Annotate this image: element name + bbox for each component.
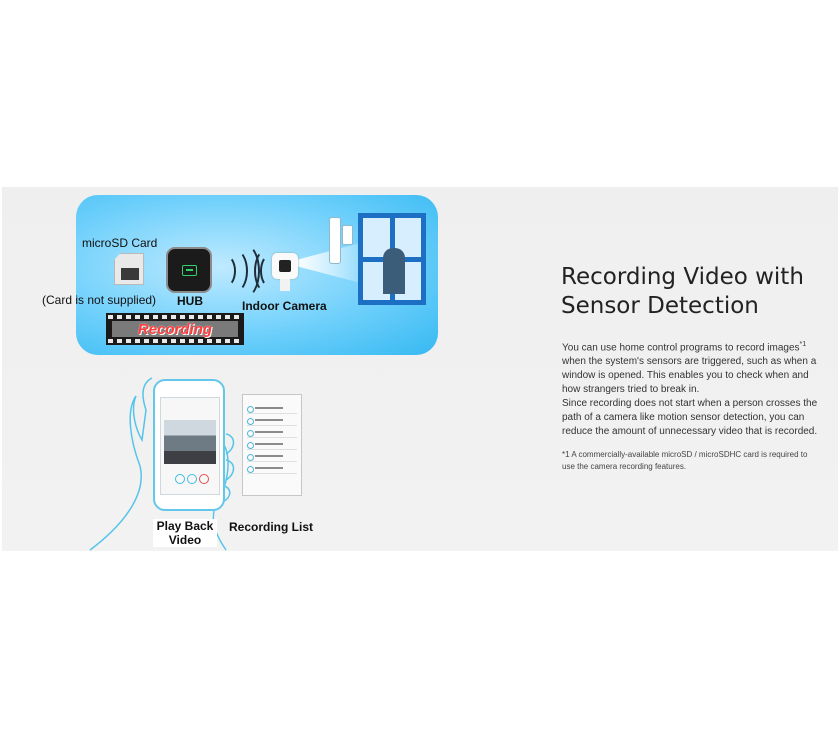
door-sensor-icon xyxy=(329,217,341,264)
playback-caption xyxy=(153,519,217,547)
window-icon xyxy=(358,213,426,305)
play-icon xyxy=(187,474,197,484)
card-note: (Card is not supplied) xyxy=(42,293,157,307)
list-item xyxy=(247,465,297,474)
section-title xyxy=(561,263,804,321)
recording-filmstrip xyxy=(106,313,244,345)
video-thumbnail xyxy=(164,420,216,464)
camera-stand xyxy=(280,279,290,291)
description-paragraph-1: You can use home control programs to record images$^{*1}$ when the system's sensors are triggered, such as when a window is opened. This enables you to check when and how strangers tried to break in. xyxy=(562,341,817,396)
record-icon xyxy=(199,474,209,484)
recording-label: Recording xyxy=(137,320,213,338)
list-item xyxy=(247,441,297,450)
microsd-label: microSD Card xyxy=(82,236,158,250)
recording-list-caption: Recording List xyxy=(229,520,314,534)
title-line1: Recording Video with xyxy=(561,264,804,290)
footnote-marker: *1 xyxy=(799,341,807,348)
indoor-camera-icon xyxy=(272,253,298,279)
indoor-camera-label: Indoor Camera xyxy=(242,299,327,313)
list-item xyxy=(247,417,297,426)
system-illustration xyxy=(76,195,438,355)
description-paragraph-2: Since recording does not start when a person crosses the path of a camera like motion sensor detection, you can reduce the amount of unnecessary video that is recorded. xyxy=(562,398,818,438)
door-sensor-magnet-icon xyxy=(342,225,353,245)
phone-playback-screen xyxy=(153,379,225,511)
recording-list-screen xyxy=(242,394,302,496)
hub-icon xyxy=(166,247,212,293)
hub-label: HUB xyxy=(177,294,203,308)
pause-icon xyxy=(175,474,185,484)
title-line2: Sensor Detection xyxy=(561,293,759,319)
description xyxy=(562,338,820,439)
list-item xyxy=(247,405,297,414)
playback-caption-line2: Video xyxy=(168,533,202,547)
footnote: *1 A commercially-available microSD / microSDHC card is required to use the camera recording features. xyxy=(562,450,808,471)
list-item xyxy=(247,453,297,462)
playback-caption-line1: Play Back xyxy=(156,519,214,533)
list-item xyxy=(247,429,297,438)
microsd-card-icon xyxy=(114,253,144,285)
